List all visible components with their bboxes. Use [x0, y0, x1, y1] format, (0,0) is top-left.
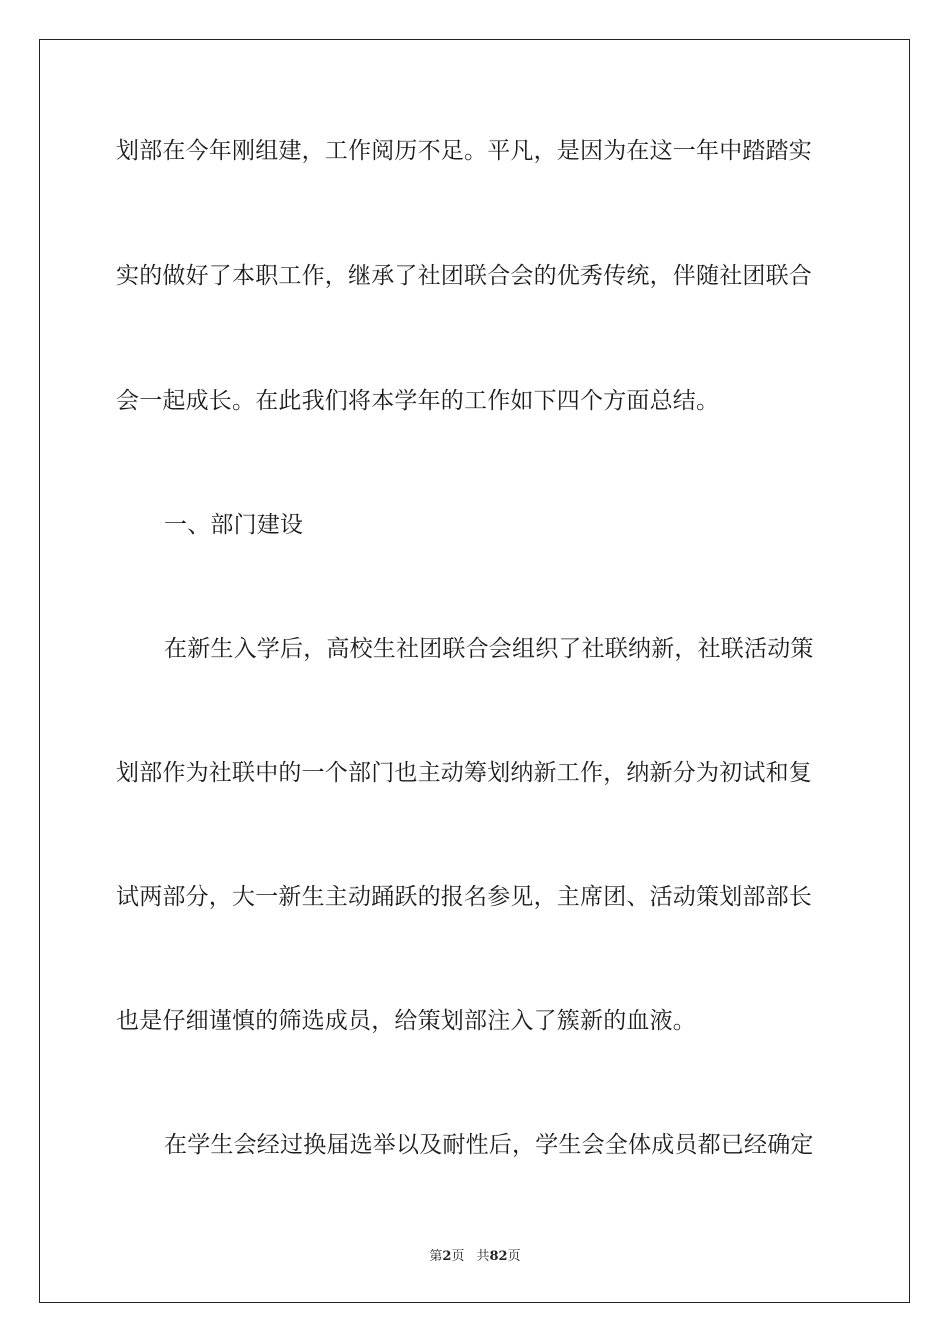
- body-line-7: 试两部分，大一新生主动踊跃的报名参见，主席团、活动策划部部长: [116, 884, 812, 910]
- page-number: 2: [442, 1249, 452, 1264]
- body-line-6: 划部作为社联中的一个部门也主动筹划纳新工作，纳新分为初试和复: [116, 760, 812, 786]
- page-border: [39, 39, 910, 1303]
- body-line-9: 在学生会经过换届选举以及耐性后，学生会全体成员都已经确定: [164, 1132, 814, 1158]
- total-suffix: 页: [507, 1249, 521, 1264]
- total-pages: 82: [489, 1249, 508, 1264]
- body-line-2: 实的做好了本职工作，继承了社团联合会的优秀传统，伴随社团联合: [116, 263, 812, 289]
- body-line-3: 会一起成长。在此我们将本学年的工作如下四个方面总结。: [116, 388, 720, 414]
- body-line-5: 在新生入学后，高校生社团联合会组织了社联纳新，社联活动策: [164, 636, 814, 662]
- page-prefix: 第: [429, 1249, 443, 1264]
- section-heading: 一、部门建设: [164, 512, 304, 538]
- body-line-1: 划部在今年刚组建，工作阅历不足。平凡，是因为在这一年中踏踏实: [116, 138, 812, 164]
- page-footer: [0, 1248, 950, 1266]
- total-prefix: 共: [476, 1249, 490, 1264]
- body-line-8: 也是仔细谨慎的筛选成员，给策划部注入了簇新的血液。: [116, 1008, 696, 1034]
- page-suffix: 页: [451, 1249, 465, 1264]
